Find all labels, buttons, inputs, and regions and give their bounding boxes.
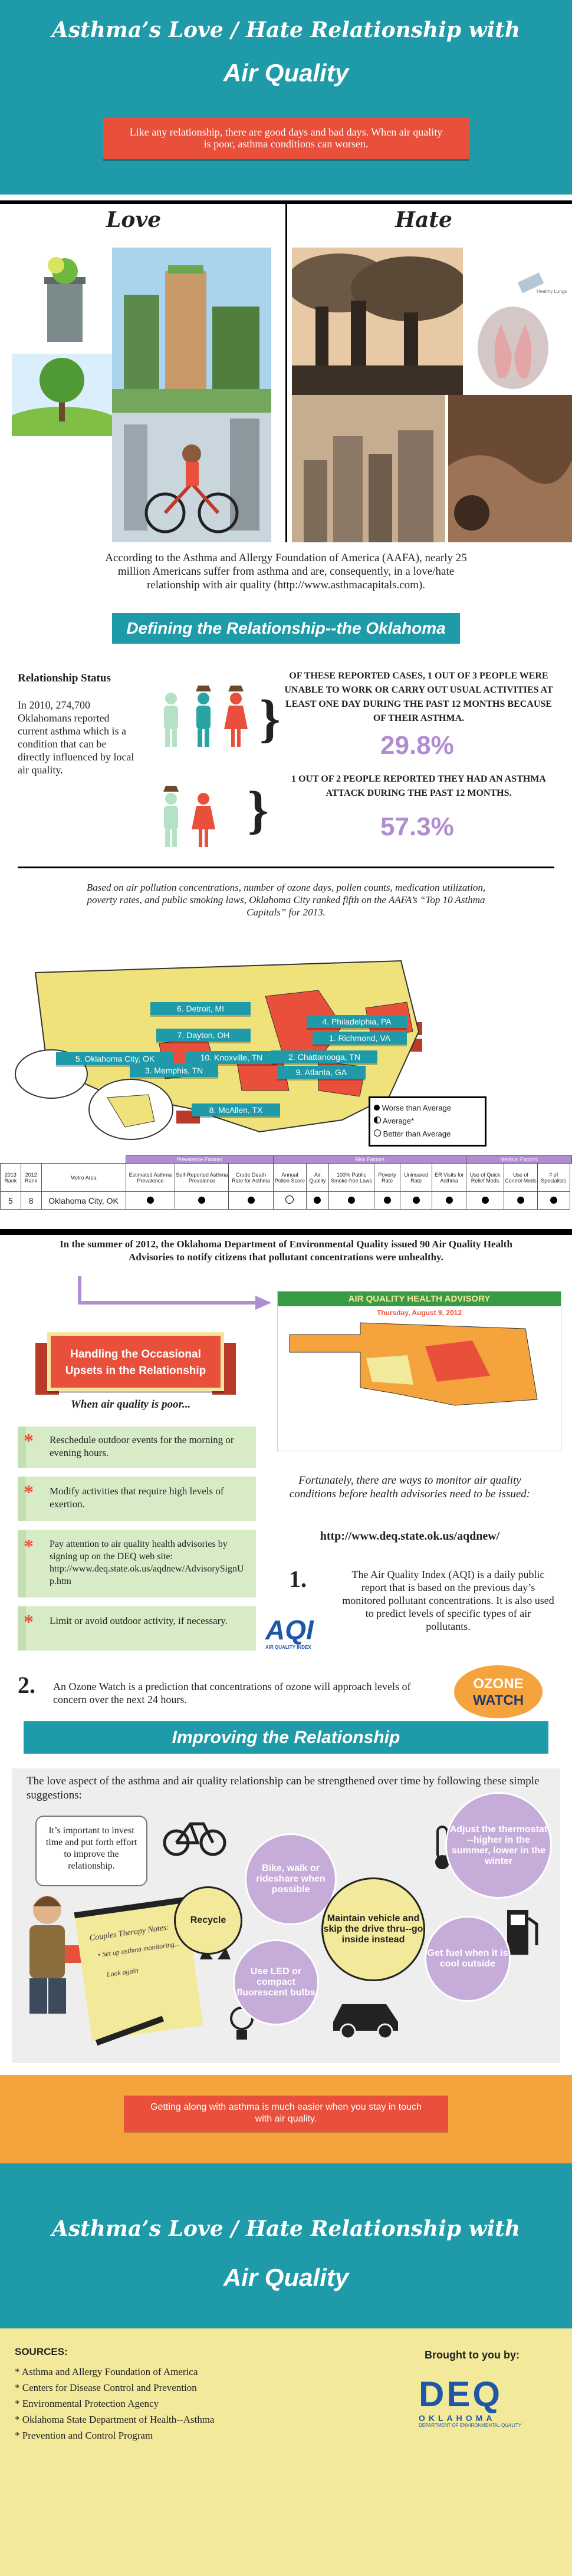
asterisk-icon: *	[24, 1430, 34, 1452]
green-city-image	[112, 248, 271, 413]
advisories-text: In the summer of 2012, the Oklahoma Department of Environmental Quality issued 90 Air Quality Health Advisories to notify citizens that pollutant concentrations were unhealthy.	[60, 1238, 512, 1263]
page-title-line2: Air Quality	[223, 59, 349, 87]
rating-dot	[126, 1192, 175, 1210]
sources-list	[15, 2364, 214, 2443]
cell-2012-rank: 8	[21, 1192, 41, 1210]
rating-dot	[374, 1192, 400, 1210]
relationship-status-label: Relationship Status	[18, 672, 111, 684]
cyclist-image	[112, 413, 271, 542]
improving-section-title: Improving the Relationship	[24, 1721, 548, 1754]
rating-dot	[504, 1192, 537, 1210]
asterisk-icon: *	[24, 1481, 34, 1503]
source-item: * Centers for Disease Control and Prevention	[15, 2382, 197, 2393]
smoggy-city-image	[292, 395, 445, 542]
city-label-7: 7. Dayton, OH	[156, 1029, 251, 1042]
city-label-4: 4. Philadelphia, PA	[307, 1015, 407, 1028]
city-label-2: 2. Chattanooga, TN	[271, 1050, 377, 1063]
tip-3: Pay attention to air quality health advisories by signing up on the DEQ web site: http://www.deq.state.ok.us/aqdnew/AdvisorySignUp.htm	[50, 1539, 244, 1586]
defining-section-title: Defining the Relationship--the Oklahoma Way	[112, 613, 460, 644]
tip-1: Reschedule outdoor events for the morning or evening hours.	[50, 1434, 234, 1458]
rating-dot	[538, 1192, 570, 1210]
legend-item-average: Average*	[374, 1115, 481, 1128]
group-header-risk: Risk Factors	[273, 1156, 466, 1164]
upsets-title-line1: Handling the Occasional	[70, 1348, 201, 1361]
city-label-1: 1. Richmond, VA	[313, 1032, 407, 1045]
city-label-8: 8. McAllen, TX	[192, 1103, 280, 1116]
ozone-logo-line1: OZONE	[473, 1676, 524, 1692]
person-icon	[164, 693, 178, 747]
capitals-intro: Based on air pollution concentrations, number of ozone days, pollen counts, medication utilization, poverty rates, and public smoking laws, Oklahoma City ranked fifth on the AAFA’s “Top 10 Asthma Capitals” for 2013.	[86, 882, 486, 918]
tip-circle-vehicle: Maintain vehicle and skip the drive thru--go inside instead	[321, 1877, 425, 1981]
item2-number: 2.	[18, 1672, 35, 1698]
tip-circle-thermostat: Adjust the thermostat --higher in the summer, lower in the winter	[445, 1792, 552, 1899]
col-header: Uninsured Rate	[400, 1164, 432, 1192]
asterisk-icon: *	[24, 1536, 34, 1557]
lungs-inhaler-image	[466, 248, 572, 395]
city-label-9: 9. Atlanta, GA	[277, 1066, 366, 1079]
black-bar	[0, 1229, 572, 1235]
brought-by-label: Brought to you by:	[425, 2349, 520, 2361]
hate-label: Hate	[395, 207, 452, 232]
aafa-intro-text: According to the Asthma and Allergy Foundation of America (AAFA), nearly 25 million Americans suffer from asthma and are, consequently, in a love/hate relationship with air quality (http://www.asthmacapitals.com).	[105, 552, 467, 591]
source-item: * Prevention and Control Program	[15, 2430, 153, 2441]
col-header: Annual Pollen Score	[273, 1164, 307, 1192]
tree-landscape-image	[12, 354, 112, 436]
people-group-1	[153, 681, 254, 757]
item2-text: An Ozone Watch is a prediction that concentrations of ozone will approach levels of concern over the next 24 hours.	[53, 1681, 411, 1705]
tip-box-3	[18, 1530, 256, 1597]
stat1-text: OF THESE REPORTED CASES, 1 OUT OF 3 PEOPLE WERE UNABLE TO WORK OR CARRY OUT USUAL ACTIVITIES AT LEAST ONE DAY DURING THE PAST 12 MONTHS BECAUSE OF THEIR ASTHMA.	[284, 671, 553, 723]
upsets-title-line2: Upsets in the Relationship	[65, 1365, 206, 1377]
upsets-title-box	[47, 1332, 224, 1391]
rating-dot	[432, 1192, 466, 1210]
legend-item-worse: Worse than Average	[374, 1102, 481, 1115]
col-header: Self-Reported Asthma Prevalence	[175, 1164, 229, 1192]
col-header: Crude Death Rate for Asthma	[229, 1164, 273, 1192]
rating-dot	[307, 1192, 328, 1210]
stat2-text: 1 OUT OF 2 PEOPLE REPORTED THEY HAD AN ASTHMA ATTACK DURING THE PAST 12 MONTHS.	[291, 774, 546, 798]
rating-dot	[400, 1192, 432, 1210]
asterisk-icon: *	[24, 1611, 34, 1633]
rating-dot	[466, 1192, 504, 1210]
stat2-value: 57.3%	[380, 812, 454, 841]
monitor-text: Fortunately, there are ways to monitor air quality conditions before health advisories need to be issued:	[289, 1474, 531, 1500]
deq-logo-state: OKLAHOMA	[419, 2413, 496, 2423]
deq-url-link[interactable]: http://www.deq.state.ok.us/aqdnew/	[320, 1530, 500, 1543]
section-divider	[18, 867, 554, 868]
ozone-logo-line2: WATCH	[472, 1692, 524, 1708]
col-header: Air Quality	[307, 1164, 328, 1192]
upsets-subtitle: When air quality is poor...	[71, 1398, 191, 1411]
map-legend	[369, 1096, 486, 1147]
group-header-medical: Medical Factors	[466, 1156, 572, 1164]
car-exhaust-image	[448, 395, 572, 542]
aqi-logo-sub: AIR QUALITY INDEX	[265, 1645, 311, 1650]
intro-text: Like any relationship, there are good days and bad days. When air quality is poor, asthma conditions can worsen.	[129, 126, 443, 150]
table-row	[1, 1192, 572, 1210]
source-item: * Asthma and Allergy Foundation of America	[15, 2366, 198, 2377]
center-divider	[285, 200, 287, 542]
advisory-map-date: Thursday, August 9, 2012	[376, 1309, 462, 1317]
tip-circle-fuel: Get fuel when it is cool outside	[425, 1916, 511, 2002]
cell-metro-area: Oklahoma City, OK	[41, 1192, 126, 1210]
stat1-value: 29.8%	[380, 731, 454, 760]
tip-box-4	[18, 1606, 256, 1651]
rating-dot	[229, 1192, 273, 1210]
rating-dot	[328, 1192, 374, 1210]
item1-text: The Air Quality Index (AQI) is a daily public report that is based on the previous day’s monitored pollutant concentrations. It is also used to predict levels of specific types of air pollutants.	[342, 1569, 554, 1632]
sources-label: SOURCES:	[15, 2346, 68, 2357]
recycle-bin-image	[24, 248, 106, 354]
col-header: # of Specialists	[538, 1164, 570, 1192]
note-bubble: It’s important to invest time and put forth effort to improve the relationship.	[35, 1816, 147, 1886]
notepad-line1: Couples Therapy Notes:	[88, 1923, 170, 1943]
col-header: 2012 Rank	[21, 1164, 41, 1192]
city-label-6: 6. Detroit, MI	[150, 1002, 251, 1015]
source-item: * Environmental Protection Agency	[15, 2398, 159, 2409]
car-icon	[327, 1992, 404, 2040]
rating-dot	[273, 1192, 307, 1210]
col-header: Use of Control Meds	[504, 1164, 537, 1192]
notepad-line3: Look again	[106, 1966, 139, 1979]
tip-circle-bulbs: Use LED or compact fluorescent bulbs	[233, 1939, 319, 2025]
alaska-inset	[88, 1079, 173, 1140]
footer-title-line2: Air Quality	[223, 2264, 349, 2291]
source-item: * Oklahoma State Department of Health--Asthma	[15, 2414, 215, 2425]
table-header-row	[1, 1164, 572, 1192]
closing-text: Getting along with asthma is much easier when you stay in touch with air quality.	[150, 2102, 422, 2124]
brace-2: }	[248, 781, 269, 839]
item1-number: 1.	[289, 1566, 307, 1592]
intro-ribbon	[103, 118, 469, 159]
city-label-5: 5. Oklahoma City, OK	[56, 1052, 174, 1065]
rank-table-wrap	[0, 1155, 572, 1210]
aqi-logo-text: AQI	[265, 1615, 314, 1645]
city-label-3: 3. Memphis, TN	[130, 1064, 218, 1077]
notepad-line2: • Set up asthma monitoring...	[97, 1939, 180, 1959]
tip-4: Limit or avoid outdoor activity, if necessary.	[50, 1615, 228, 1626]
col-header: ER Visits for Asthma	[432, 1164, 466, 1192]
city-label-10: 10. Knoxville, TN	[186, 1051, 277, 1064]
rank-table	[0, 1155, 572, 1210]
tip-box-2	[18, 1477, 256, 1521]
legend-item-better: Better than Average	[374, 1128, 481, 1141]
col-header: Estimated Asthma Prevalence	[126, 1164, 175, 1192]
rating-dot	[175, 1192, 229, 1210]
cell-2013-rank: 5	[1, 1192, 21, 1210]
tip-box-1	[18, 1427, 256, 1468]
relationship-status-text: In 2010, 274,700 Oklahomans reported current asthma which is a condition that can be directly influenced by local air quality.	[18, 699, 134, 776]
factory-smoke-image	[292, 248, 463, 395]
love-label: Love	[106, 207, 162, 232]
closing-ribbon	[124, 2096, 448, 2131]
col-header: Poverty Rate	[374, 1164, 400, 1192]
header-banner	[0, 0, 572, 195]
healthy-lungs-caption: Healthy Lungs	[537, 289, 567, 294]
tip-circle-bike: Bike, walk or rideshare when possible	[245, 1833, 337, 1925]
people-group-2	[153, 781, 254, 858]
col-header: 100% Public Smoke-free Laws	[328, 1164, 374, 1192]
arrow-graphic	[68, 1273, 280, 1315]
aqi-logo	[265, 1615, 336, 1662]
bicycle-icon	[162, 1810, 227, 1857]
deq-logo-sub: DEPARTMENT OF ENVIRONMENTAL QUALITY	[419, 2423, 522, 2428]
advisory-map-title: AIR QUALITY HEALTH ADVISORY	[278, 1292, 561, 1306]
footer-title-line1: Asthma’s Love / Hate Relationship with	[51, 2216, 521, 2241]
col-header: Use of Quick Relief Meds	[466, 1164, 504, 1192]
group-header-prevalence: Prevalence Factors	[126, 1156, 273, 1164]
therapist-figure	[12, 1886, 88, 2022]
advisory-map	[277, 1291, 561, 1451]
deq-logo	[419, 2376, 554, 2446]
brace-1: }	[259, 690, 281, 748]
ozone-watch-logo	[454, 1665, 543, 1718]
tip-circle-recycle: Recycle	[174, 1886, 242, 1955]
col-header: Metro Area	[41, 1164, 126, 1192]
tip-2: Modify activities that require high levels of exertion.	[50, 1485, 224, 1510]
deq-logo-text: DEQ	[419, 2374, 503, 2414]
page-title-line1: Asthma’s Love / Hate Relationship with	[51, 18, 521, 42]
col-header: 2013 Rank	[1, 1164, 21, 1192]
improving-intro: The love aspect of the asthma and air quality relationship can be strengthened over time by following these simple suggestions:	[27, 1775, 540, 1801]
